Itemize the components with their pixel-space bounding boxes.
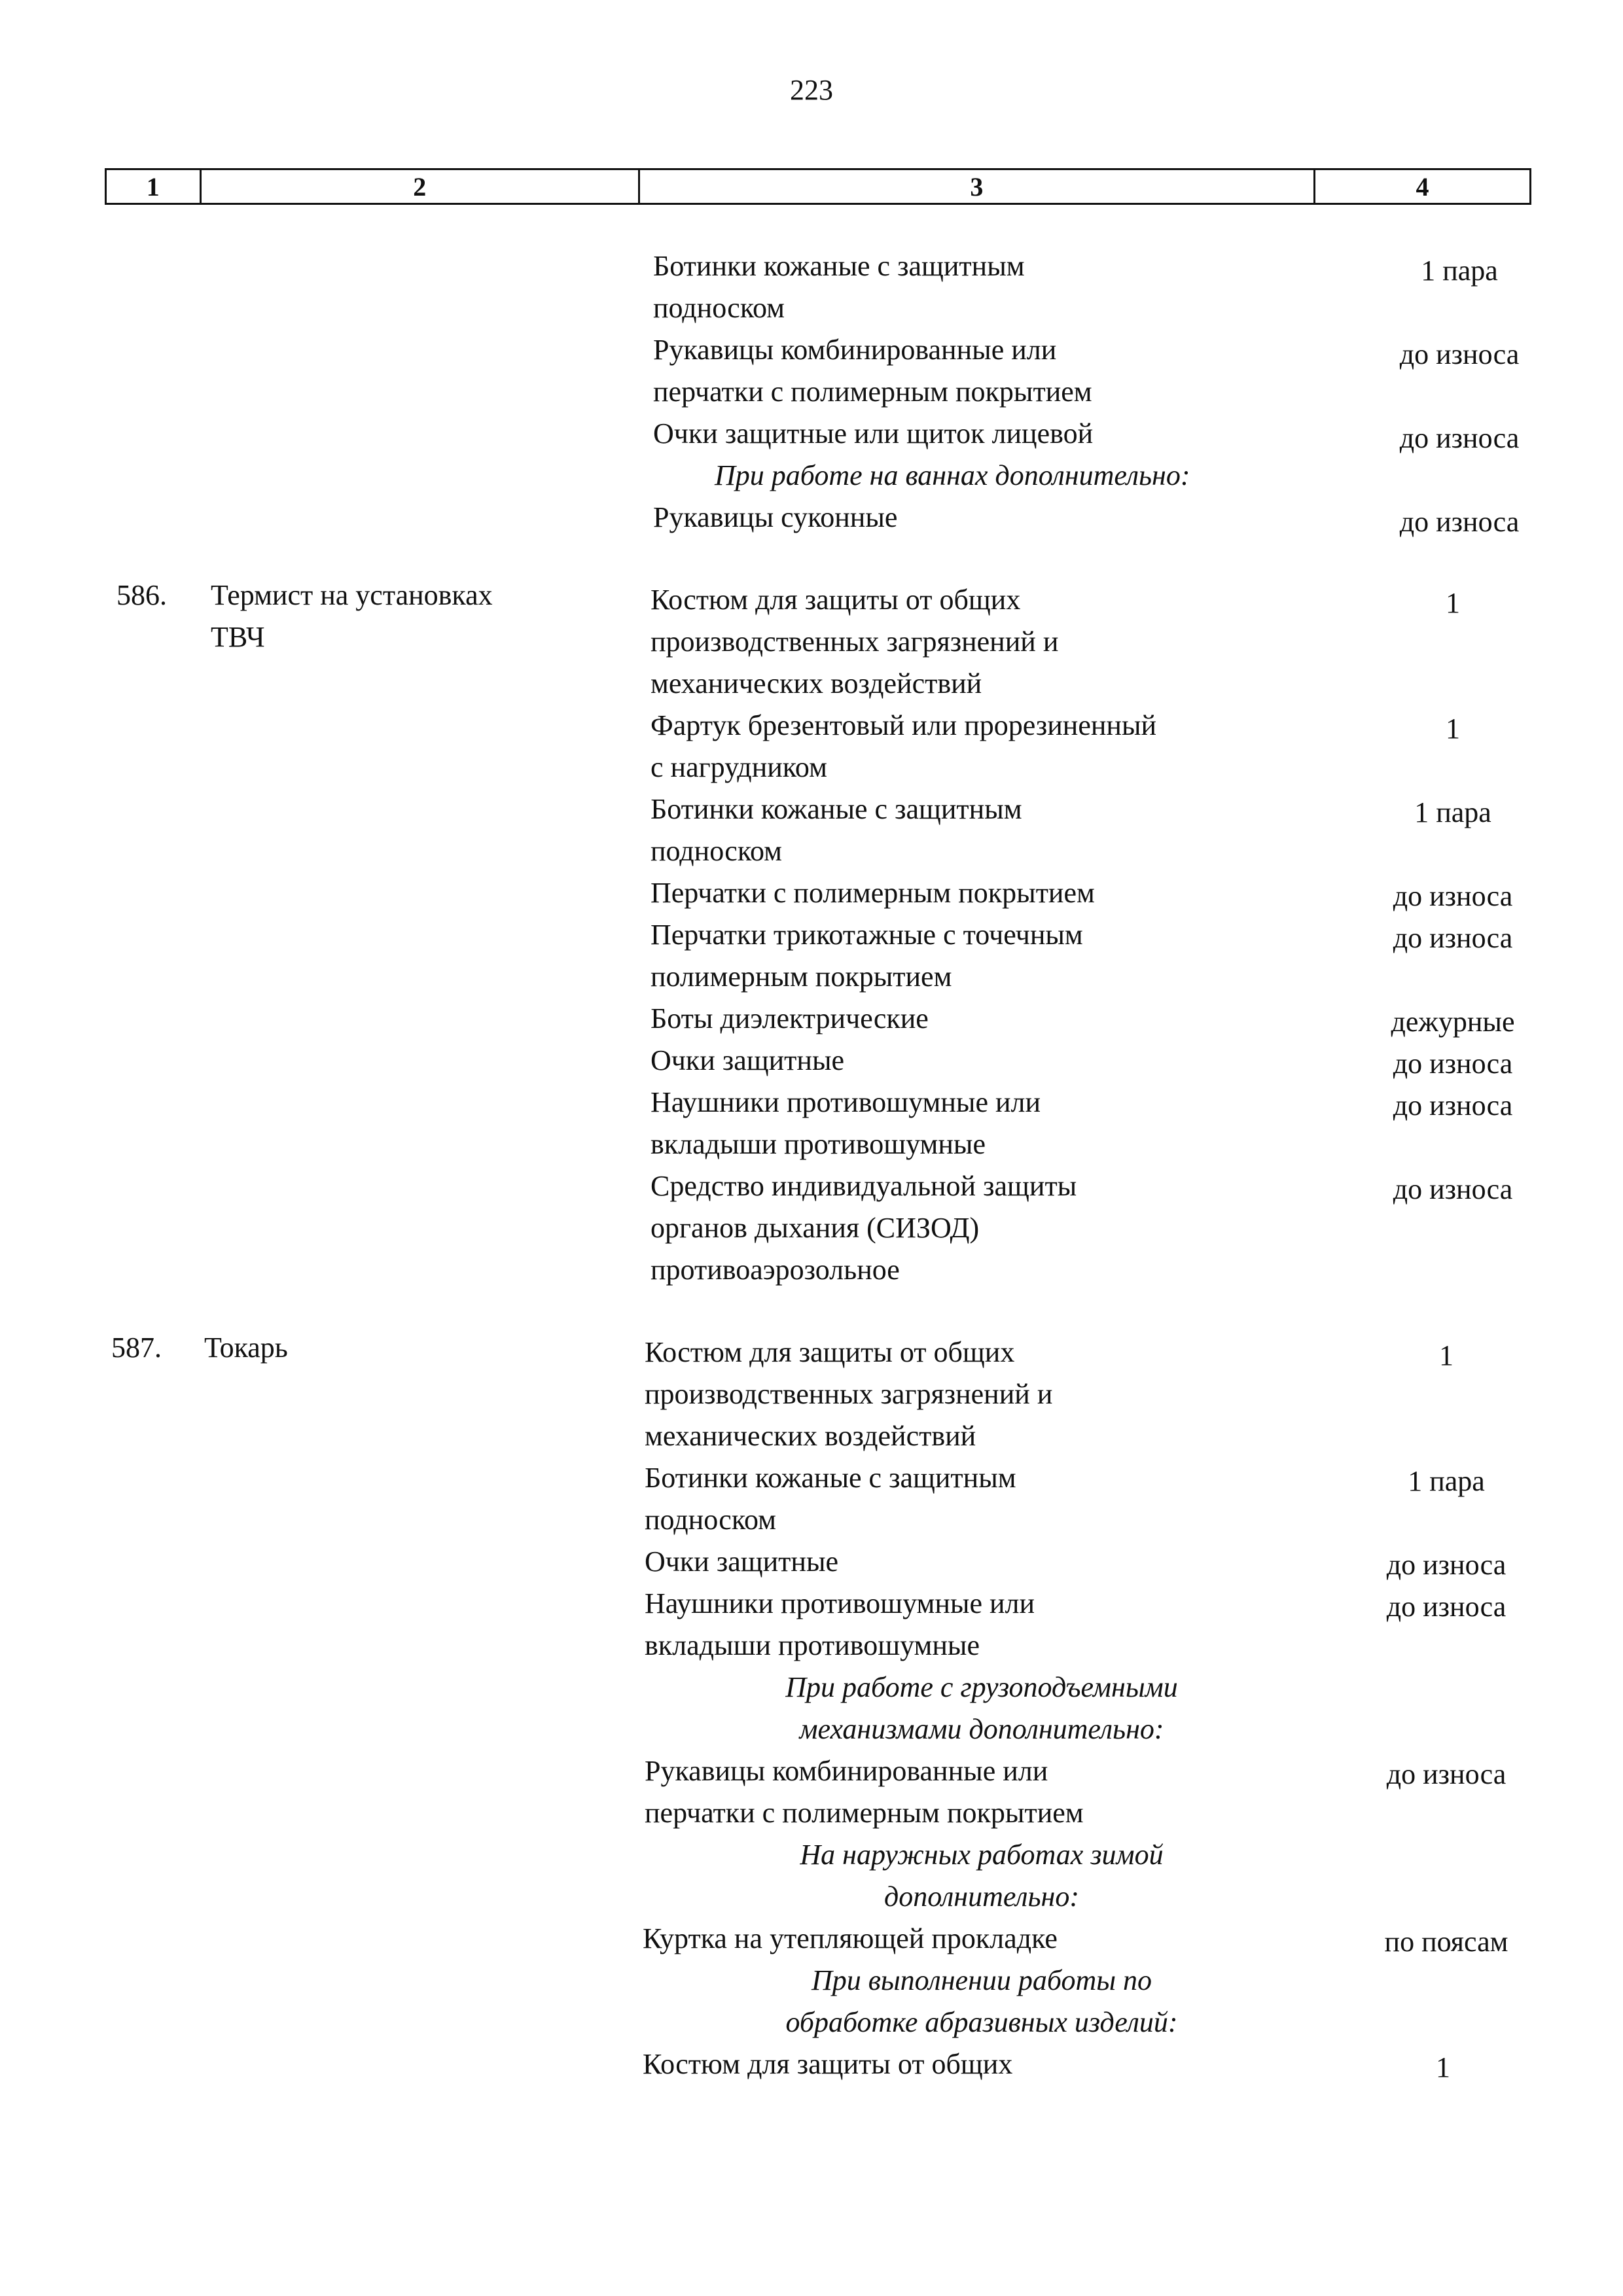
- item-name: с нагрудником: [651, 751, 827, 783]
- item-norm: 1 пара: [1408, 1465, 1485, 1497]
- item-name: производственных загрязнений и: [651, 626, 1059, 658]
- note-text: обработке абразивных изделий:: [785, 2006, 1178, 2038]
- item-norm: до износа: [1393, 1048, 1513, 1080]
- item-name: производственных загрязнений и: [645, 1378, 1053, 1410]
- item-norm: до износа: [1386, 1591, 1507, 1623]
- item-name: органов дыхания (СИЗОД): [651, 1212, 980, 1244]
- header-col-4: 4: [1416, 171, 1429, 202]
- item-name: перчатки с полимерным покрытием: [645, 1797, 1084, 1829]
- item-name: Костюм для защиты от общих: [651, 584, 1021, 616]
- note-text: механизмами дополнительно:: [799, 1713, 1164, 1745]
- item-norm: до износа: [1399, 422, 1520, 454]
- item-name: Очки защитные: [645, 1545, 839, 1578]
- item-name: Очки защитные или щиток лицевой: [653, 417, 1094, 450]
- note-text: При работе с грузоподъемными: [785, 1671, 1178, 1703]
- item-norm: дежурные: [1391, 1006, 1515, 1038]
- item-name: перчатки с полимерным покрытием: [653, 376, 1092, 408]
- item-norm: 1 пара: [1414, 796, 1491, 828]
- item-name: механических воздействий: [651, 667, 982, 699]
- item-name: Костюм для защиты от общих: [643, 2048, 1013, 2080]
- header-col-1: 1: [107, 170, 202, 203]
- header-col-3: 3: [640, 170, 1315, 203]
- item-name: Ботинки кожаные с защитным: [653, 250, 1025, 282]
- item-norm: 1: [1436, 2051, 1450, 2083]
- item-norm: до износа: [1386, 1758, 1507, 1790]
- item-norm: до износа: [1393, 880, 1513, 912]
- entry-number: 587.: [111, 1332, 162, 1364]
- item-norm: до износа: [1386, 1549, 1507, 1581]
- item-name: Ботинки кожаные с защитным: [645, 1462, 1016, 1494]
- item-norm: до износа: [1393, 1173, 1513, 1205]
- item-name: Рукавицы комбинированные или: [645, 1755, 1048, 1787]
- entry-number: 586.: [116, 579, 167, 611]
- item-norm: 1: [1446, 713, 1460, 745]
- item-norm: до износа: [1393, 922, 1513, 954]
- item-name: полимерным покрытием: [651, 961, 952, 993]
- item-name: подноском: [653, 292, 785, 324]
- item-name: вкладыши противошумные: [645, 1629, 980, 1661]
- table-header: [105, 168, 1531, 205]
- item-name: Ботинки кожаные с защитным: [651, 793, 1022, 825]
- item-name: Перчатки с полимерным покрытием: [651, 877, 1095, 909]
- item-name: Фартук брезентовый или прорезиненный: [651, 709, 1157, 741]
- note-text: На наружных работах зимой: [800, 1839, 1164, 1871]
- note-text: При выполнении работы по: [811, 1964, 1152, 1996]
- item-name: Очки защитные: [651, 1044, 845, 1076]
- item-name: Наушники противошумные или: [645, 1587, 1035, 1619]
- item-norm: 1 пара: [1421, 255, 1498, 287]
- note-text: При работе на ваннах дополнительно:: [715, 459, 1190, 491]
- item-name: Перчатки трикотажные с точечным: [651, 919, 1083, 951]
- item-name: Рукавицы суконные: [653, 501, 898, 533]
- item-norm: до износа: [1399, 506, 1520, 538]
- page-number: 223: [790, 74, 833, 106]
- item-norm: по поясам: [1384, 1926, 1508, 1958]
- item-name: Наушники противошумные или: [651, 1086, 1041, 1118]
- profession-name: ТВЧ: [211, 621, 265, 653]
- item-name: Куртка на утепляющей прокладке: [643, 1922, 1058, 1954]
- item-name: противоаэрозольное: [651, 1254, 900, 1286]
- item-name: подноском: [645, 1504, 776, 1536]
- header-col-2: 2: [202, 170, 640, 203]
- item-norm: 1: [1439, 1339, 1454, 1371]
- item-name: Средство индивидуальной защиты: [651, 1170, 1077, 1202]
- item-norm: до износа: [1393, 1089, 1513, 1122]
- item-name: подноском: [651, 835, 782, 867]
- item-norm: 1: [1446, 587, 1460, 619]
- item-name: Костюм для защиты от общих: [645, 1336, 1015, 1368]
- item-norm: до износа: [1399, 338, 1520, 370]
- item-name: Боты диэлектрические: [651, 1002, 929, 1034]
- profession-name: Токарь: [204, 1332, 288, 1364]
- item-name: Рукавицы комбинированные или: [653, 334, 1057, 366]
- item-name: механических воздействий: [645, 1420, 976, 1452]
- profession-name: Термист на установках: [211, 579, 493, 611]
- item-name: вкладыши противошумные: [651, 1128, 986, 1160]
- note-text: дополнительно:: [883, 1881, 1080, 1913]
